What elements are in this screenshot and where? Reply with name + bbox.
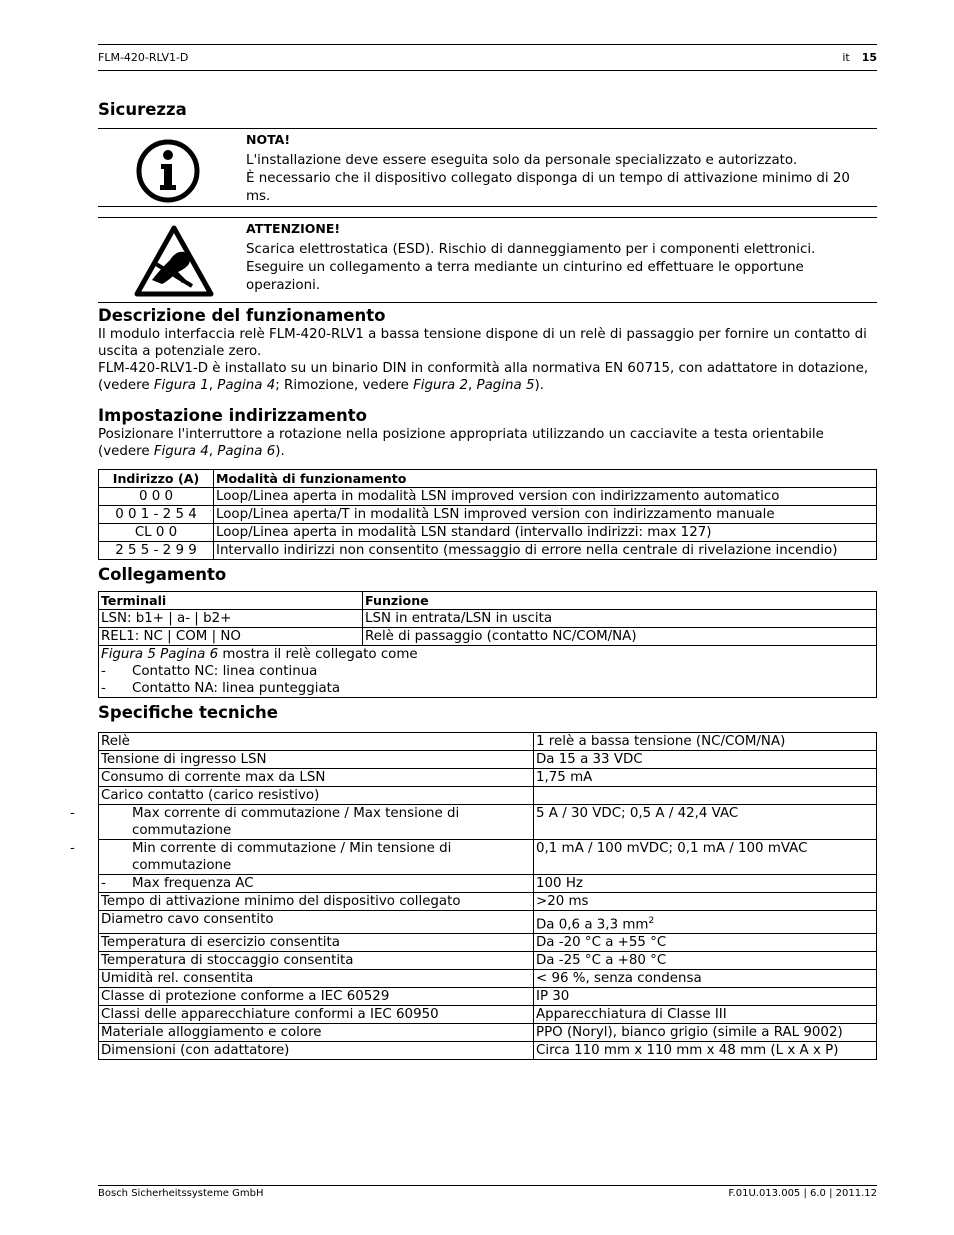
column-header: Terminali xyxy=(99,592,363,610)
note-line-1: L'installazione deve essere eseguita solo da personale specializzato e autorizzato. xyxy=(246,153,798,168)
list-item: - Contatto NA: linea punteggiata xyxy=(101,681,341,696)
table-row: Diametro cavo consentito Da 0,6 a 3,3 $mm^2$ xyxy=(99,911,877,934)
table-row: CL 0 0 Loop/Linea aperta in modalità LSN standard (intervallo indirizzi: max 127) xyxy=(99,524,877,542)
note-label: NOTA! xyxy=(246,132,291,147)
section-title-descrizione: Descrizione del funzionamento xyxy=(98,306,386,325)
table-row: 2 5 5 - 2 9 9 Intervallo indirizzi non consentito (messaggio di errore nella centrale di rivelazione incendio) xyxy=(99,542,877,560)
esd-warning-icon xyxy=(134,224,214,302)
page-ref[interactable]: Pagina 5 xyxy=(476,378,535,393)
indirizzamento-paragraph: Posizionare l'interruttore a rotazione nella posizione appropriata utilizzando un cacciavite a testa orientabile (vedere Figura 4, Pagina 6). xyxy=(98,427,824,459)
table-row: Dimensioni (con adattatore) Circa 110 mm x 110 mm x 48 mm (L x A x P) xyxy=(99,1042,877,1060)
main-content xyxy=(70,96,877,1060)
warning-label: ATTENZIONE! xyxy=(246,221,341,236)
table-note-row: Figura 5 Pagina 6 mostra il relè collegato come - Contatto NC: linea continua - Contatto NA: linea punteggiata xyxy=(99,646,877,698)
connection-table xyxy=(98,591,877,698)
note-box xyxy=(98,128,877,207)
table-row: LSN: b1+ | a- | b2+ LSN in entrata/LSN in uscita xyxy=(99,610,877,628)
page-footer xyxy=(98,1185,877,1199)
table-row: - Min corrente di commutazione / Min tensione di commutazione 0,1 mA / 100 mVDC; 0,1 mA / 100 mVAC xyxy=(99,840,877,875)
note-line-2: È necessario che il dispositivo collegato disponga di un tempo di attivazione minimo di 20 ms. xyxy=(246,171,850,204)
table-row: Tempo di attivazione minimo del dispositivo collegato >20 ms xyxy=(99,893,877,911)
column-header: Funzione xyxy=(363,592,877,610)
table-row: Umidità rel. consentita < 96 %, senza condensa xyxy=(99,970,877,988)
table-header-row xyxy=(99,592,877,610)
descrizione-paragraph-1: Il modulo interfaccia relè FLM-420-RLV1 a bassa tensione dispone di un relè di passaggio per fornire un contatto di uscita a potenziale zero. xyxy=(98,327,867,359)
section-title-indirizzamento: Impostazione indirizzamento xyxy=(98,406,367,425)
column-header: Indirizzo (A) xyxy=(99,470,214,488)
list-item: - Contatto NC: linea continua xyxy=(101,664,318,679)
figure-ref[interactable]: Figura 4 xyxy=(153,444,209,459)
page-header xyxy=(98,44,877,71)
table-row: Classi delle apparecchiature conformi a IEC 60950 Apparecchiatura di Classe III xyxy=(99,1006,877,1024)
table-row: 0 0 1 - 2 5 4 Loop/Linea aperta/T in modalità LSN improved version con indirizzamento manuale xyxy=(99,506,877,524)
table-row: Materiale alloggiamento e colore PPO (Noryl), bianco grigio (simile a RAL 9002) xyxy=(99,1024,877,1042)
section-title-sicurezza: Sicurezza xyxy=(98,100,187,119)
table-row: Temperatura di esercizio consentita Da -20 °C a +55 °C xyxy=(99,934,877,952)
table-row: REL1: NC | COM | NO Relè di passaggio (contatto NC/COM/NA) xyxy=(99,628,877,646)
page-number: 15 xyxy=(861,51,877,64)
page-ref[interactable]: Pagina 4 xyxy=(217,378,276,393)
figure-ref[interactable]: Figura 5 Pagina 6 xyxy=(101,647,219,662)
descrizione-paragraph-2: FLM-420-RLV1-D è installato su un binario DIN in conformità alla normativa EN 60715, con adattatore in dotazione, (vedere Figura 1, Pagina 4; Rimozione, vedere Figura 2, Pagina 5). xyxy=(98,361,869,393)
table-row: Temperatura di stoccaggio consentita Da -25 °C a +80 °C xyxy=(99,952,877,970)
warning-box xyxy=(98,217,877,303)
figure-ref[interactable]: Figura 1 xyxy=(153,378,209,393)
warning-line-1: Scarica elettrostatica (ESD). Rischio di danneggiamento per i componenti elettronici. xyxy=(246,242,816,257)
page-ref[interactable]: Pagina 6 xyxy=(217,444,276,459)
figure-ref[interactable]: Figura 2 xyxy=(413,378,468,393)
warning-line-2: Eseguire un collegamento a terra mediante un cinturino ed effettuare le opportune operazioni. xyxy=(246,260,804,293)
section-title-collegamento: Collegamento xyxy=(98,565,227,584)
page-info xyxy=(842,46,877,69)
table-row: - Max frequenza AC 100 Hz xyxy=(99,875,877,893)
specs-table xyxy=(70,732,877,1060)
table-row: - Max corrente di commutazione / Max tensione di commutazione 5 A / 30 VDC; 0,5 A / 42,4 VAC xyxy=(99,805,877,840)
table-row: Tensione di ingresso LSN Da 15 a 33 VDC xyxy=(99,751,877,769)
section-title-specifiche: Specifiche tecniche xyxy=(98,703,278,722)
doc-id: FLM-420-RLV1-D xyxy=(98,51,189,64)
table-row: Relè 1 relè a bassa tensione (NC/COM/NA) xyxy=(99,733,877,751)
document-reference: F.01U.013.005 | 6.0 | 2011.12 xyxy=(728,1188,877,1199)
table-row: 0 0 0 Loop/Linea aperta in modalità LSN improved version con indirizzamento automatico xyxy=(99,488,877,506)
table-row: Carico contatto (carico resistivo) xyxy=(99,787,877,805)
info-icon xyxy=(134,137,202,209)
company-name: Bosch Sicherheitssysteme GmbH xyxy=(98,1188,264,1199)
table-row: Consumo di corrente max da LSN 1,75 mA xyxy=(99,769,877,787)
address-table xyxy=(98,469,877,560)
table-header-row xyxy=(99,470,877,488)
lang-code: it xyxy=(842,51,850,64)
table-row: Classe di protezione conforme a IEC 60529 IP 30 xyxy=(99,988,877,1006)
column-header: Modalità di funzionamento xyxy=(214,470,877,488)
